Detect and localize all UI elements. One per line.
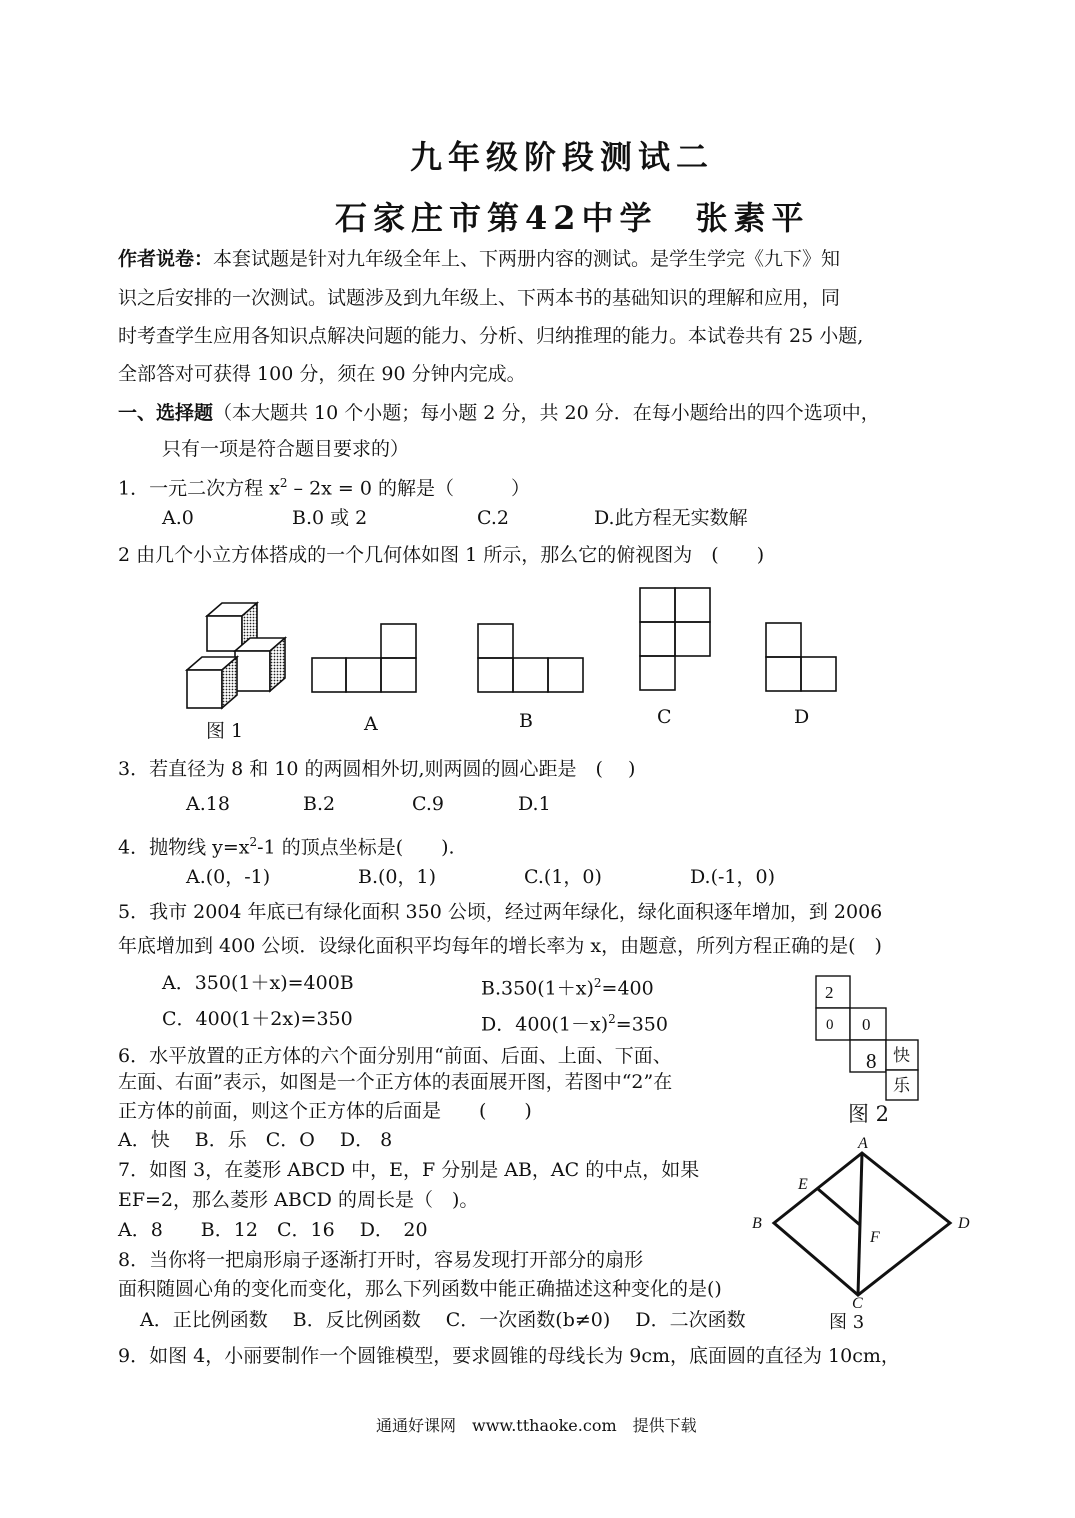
q7-options: A．8 B．12 C．16 D． 20 — [118, 1219, 428, 1241]
q5-option-d-sup: 2 — [608, 1012, 616, 1026]
q5-option-b-b: =400 — [601, 977, 654, 1000]
q2-option-d-label: D — [794, 706, 810, 728]
q5-line-2: 年底增加到 400 公顷．设绿化面积平均每年的增长率为 x，由题意，所列方程正确的是( ) — [118, 935, 882, 957]
intro-line-3: 时考查学生应用各知识点解决问题的能力、分析、归纳推理的能力。本试卷共有 25 小题, — [118, 325, 864, 347]
figure-2-cube-net — [814, 974, 920, 1104]
q3-option-b: B.2 — [303, 793, 336, 815]
q9-line-1: 9．如图 4，小丽要制作一个圆锥模型，要求圆锥的母线长为 9cm，底面圆的直径为 10cm， — [118, 1345, 900, 1367]
page-subtitle: 石家庄市第42中学 张素平 — [335, 199, 810, 237]
q7-line-1: 7．如图 3，在菱形 ABCD 中，E，F 分别是 AB，AC 的中点，如果 — [118, 1159, 700, 1181]
point-e-label: E — [798, 1176, 808, 1193]
q3-option-c: C.9 — [412, 793, 444, 815]
q1-option-c: C.2 — [477, 507, 509, 529]
net-face-0b: 0 — [862, 1015, 871, 1034]
section-heading — [118, 395, 880, 431]
q7-line-2: EF=2，那么菱形 ABCD 的周长是（ )。 — [118, 1189, 479, 1211]
figure-3-rhombus — [748, 1130, 978, 1330]
q1-option-a: A.0 — [162, 507, 194, 529]
section-label: 一、选择题 — [118, 402, 214, 424]
intro-line-1 — [118, 241, 840, 277]
q5-option-d-b: =350 — [615, 1013, 668, 1036]
q5-option-b-a: B.350(1＋x) — [481, 977, 594, 1000]
figure-1-label: 图 1 — [206, 720, 244, 742]
q6-line-1: 6．水平放置的正方体的六个面分别用“前面、后面、上面、下面、 — [118, 1045, 672, 1067]
q2-option-b-figure — [476, 622, 586, 694]
q4-option-a: A.(0，-1) — [186, 866, 271, 888]
q3-option-d: D.1 — [518, 793, 551, 815]
q6-options: A．快 B．乐 C．O D． 8 — [118, 1129, 393, 1151]
point-f-label: F — [870, 1229, 880, 1246]
q2-option-a-figure — [310, 622, 420, 694]
q5-line-1: 5．我市 2004 年底已有绿化面积 350 公顷，经过两年绿化，绿化面积逐年增加，到 2006 — [118, 901, 883, 923]
intro-label: 作者说卷： — [118, 248, 214, 270]
q4-sup: 2 — [249, 835, 258, 849]
figure-2-label: 图 2 — [848, 1102, 890, 1126]
q8-line-2: 面积随圆心角的变化而变化，那么下列函数中能正确描述这种变化的是() — [118, 1278, 722, 1300]
net-face-0a: 0 — [826, 1017, 834, 1033]
net-face-8: 8 — [866, 1049, 877, 1073]
q2-option-d-figure — [764, 621, 840, 693]
q4-option-c: C.(1，0) — [524, 866, 602, 888]
q3-option-a: A.18 — [186, 793, 230, 815]
q2-option-c-figure — [638, 586, 714, 692]
q1-option-d: D.此方程无实数解 — [594, 507, 748, 529]
q2-stem: 2 由几个小立方体搭成的一个几何体如图 1 所示，那么它的俯视图为 ( ) — [118, 544, 765, 566]
page-title: 九年级阶段测试二 — [410, 138, 715, 176]
section-text-1: （本大题共 10 个小题；每小题 2 分，共 20 分．在每小题给出的四个选项中， — [213, 402, 880, 424]
q6-line-2: 左面、右面”表示，如图是一个正方体的表面展开图，若图中“2”在 — [118, 1071, 673, 1093]
q2-option-c-label: C — [657, 706, 672, 728]
intro-line-4: 全部答对可获得 100 分，须在 90 分钟内完成。 — [118, 363, 526, 385]
q4-stem-b: -1 的顶点坐标是( ). — [257, 836, 455, 859]
section-text-2: 只有一项是符合题目要求的） — [162, 438, 410, 460]
q1-option-b: B.0 或 2 — [292, 507, 368, 529]
q1-sup: 2 — [279, 476, 288, 490]
q4-option-b: B.(0，1) — [358, 866, 437, 888]
q4-option-d: D.(-1，0) — [690, 866, 776, 888]
q1-stem-a: 1．一元二次方程 x — [118, 477, 280, 500]
q8-line-1: 8．当你将一把扇形扇子逐渐打开时，容易发现打开部分的扇形 — [118, 1249, 644, 1271]
q8-options: A．正比例函数 B．反比例函数 C．一次函数(b≠0) D．二次函数 — [140, 1309, 746, 1331]
figure-1-cubes — [180, 598, 300, 713]
q5-option-d-a: D．400(1－x) — [481, 1013, 609, 1036]
intro-text-1: 本套试题是针对九年级全年上、下两册内容的测试。是学生学完《九下》知 — [213, 248, 841, 270]
q2-option-b-label: B — [519, 710, 533, 732]
q6-line-3: 正方体的前面，则这个正方体的后面是 ( ) — [118, 1100, 532, 1122]
net-face-kuai: 快 — [893, 1046, 910, 1065]
page-footer: 通通好课网 www.tthaoke.com 提供下载 — [376, 1416, 697, 1435]
q2-option-a-label: A — [364, 713, 378, 735]
q4-stem-a: 4．抛物线 y=x — [118, 836, 250, 859]
point-b-label: B — [752, 1215, 762, 1232]
q5-option-d — [481, 1001, 668, 1042]
intro-line-2: 识之后安排的一次测试。试题涉及到九年级上、下两本书的基础知识的理解和应用，同 — [118, 287, 841, 309]
point-a-label: A — [858, 1135, 868, 1152]
net-face-2: 2 — [825, 983, 834, 1002]
net-face-le: 乐 — [893, 1076, 910, 1095]
q1-stem-b: – 2x = 0 的解是（ ） — [287, 477, 530, 500]
figure-3-label: 图 3 — [829, 1312, 865, 1333]
q5-option-a: A．350(1＋x)=400B — [162, 972, 354, 994]
point-d-label: D — [958, 1215, 970, 1232]
q5-option-b-sup: 2 — [593, 976, 602, 990]
q3-stem: 3．若直径为 8 和 10 的两圆相外切,则两圆的圆心距是 ( ) — [118, 758, 636, 780]
q5-option-c: C．400(1＋2x)=350 — [162, 1008, 353, 1030]
point-c-label: C — [852, 1295, 863, 1312]
